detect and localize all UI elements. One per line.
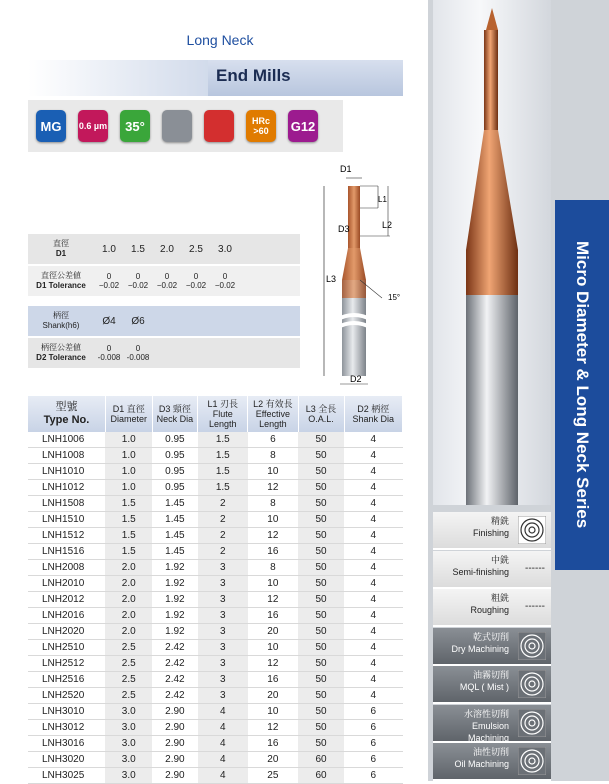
machining-item	[433, 743, 551, 781]
value-cell: 4	[344, 560, 402, 576]
double-circle-icon	[518, 670, 546, 698]
table-body	[28, 432, 403, 784]
double-circle-icon	[518, 709, 546, 737]
type-number-cell: LNH3025	[28, 768, 105, 784]
value-cell: 3	[198, 576, 248, 592]
column-header	[28, 396, 105, 432]
machining-item	[433, 628, 551, 666]
value-cell: 50	[298, 688, 344, 704]
value-cell: 50	[298, 704, 344, 720]
header-en: O.A.L.	[308, 414, 334, 424]
value-cell: 12	[248, 480, 298, 496]
type-number-cell: LNH1012	[28, 480, 105, 496]
value-cell: 4	[344, 656, 402, 672]
value-cell: 8	[248, 448, 298, 464]
value-cell: 2.90	[152, 768, 198, 784]
value-cell: 2.90	[152, 704, 198, 720]
column-header	[298, 396, 344, 432]
tol-upper: 0	[106, 272, 112, 281]
value-cell: 2.5	[105, 688, 152, 704]
machining-label-en: Finishing	[472, 528, 509, 538]
value-cell: 4	[344, 544, 402, 560]
value-cell: 4	[344, 464, 402, 480]
value-cell: 1.45	[152, 544, 198, 560]
machining-label	[454, 746, 509, 770]
spec-label-shank: 柄徑 Shank(h6)	[42, 311, 80, 330]
type-number-cell: LNH1508	[28, 496, 105, 512]
value-cell: 2.0	[105, 608, 152, 624]
d1vals-cell: 2.5	[189, 243, 203, 255]
type-number-cell: LNH3016	[28, 736, 105, 752]
value-cell: 2.42	[152, 640, 198, 656]
header-en: Flute Length	[209, 409, 237, 429]
value-cell: 2.5	[105, 672, 152, 688]
value-cell: 10	[248, 512, 298, 528]
value-cell: 2	[198, 512, 248, 528]
table-row	[28, 544, 403, 560]
value-cell: 3.0	[105, 768, 152, 784]
column-header	[152, 396, 198, 432]
value-cell: 4	[344, 512, 402, 528]
table-row	[28, 592, 403, 608]
value-cell: 3	[198, 688, 248, 704]
value-cell: 1.5	[105, 496, 152, 512]
machining-label	[451, 631, 509, 655]
not-applicable-mark: ------	[525, 562, 545, 574]
product-table	[28, 396, 403, 784]
value-cell: 16	[248, 736, 298, 752]
header-en: Shank Dia	[352, 414, 395, 424]
value-cell: 1.5	[105, 544, 152, 560]
value-cell: 4	[344, 496, 402, 512]
type-number-cell: LNH2510	[28, 640, 105, 656]
micron-icon: 0.6 µm	[78, 110, 108, 142]
type-number-cell: LNH2016	[28, 608, 105, 624]
machining-item	[433, 589, 551, 627]
value-cell: 1.45	[152, 528, 198, 544]
machining-label-zh: 精銑	[490, 516, 509, 526]
value-cell: 1.0	[105, 432, 152, 448]
column-header	[248, 396, 298, 432]
tool-dimension-diagram	[318, 158, 418, 390]
value-cell: 50	[298, 608, 344, 624]
title-bar-highlight	[28, 60, 208, 96]
value-cell: 0.95	[152, 432, 198, 448]
double-circle-icon	[518, 632, 546, 660]
spec-label-d2-tol: 柄徑公差値 D2 Tolerance	[36, 343, 86, 362]
value-cell: 1.92	[152, 560, 198, 576]
value-cell: 3.0	[105, 752, 152, 768]
value-cell: 4	[344, 592, 402, 608]
value-cell: 2.42	[152, 656, 198, 672]
table-row	[28, 752, 403, 768]
machining-label-zh: 中銑	[490, 554, 509, 565]
value-cell: 4	[198, 720, 248, 736]
d1vals-cell: 3.0	[218, 243, 232, 255]
spec-label-d1: 直徑 D1	[53, 239, 69, 258]
l1-label: L1	[378, 195, 387, 204]
tol-lower: −0.02	[185, 281, 207, 290]
machining-label	[452, 554, 509, 578]
value-cell: 50	[298, 464, 344, 480]
machining-label-zh: 油性切削	[472, 747, 509, 757]
table-row	[28, 448, 403, 464]
type-number-cell: LNH2520	[28, 688, 105, 704]
table-row	[28, 496, 403, 512]
machining-item	[433, 666, 551, 704]
spec-row-d2-tol	[28, 338, 300, 368]
table-row	[28, 624, 403, 640]
machining-item	[433, 705, 551, 743]
machining-label-en: Oil Machining	[454, 759, 509, 769]
header-zh: D1 直徑	[112, 404, 145, 414]
d1tolvals-cell	[125, 266, 151, 296]
tol-lower: −0.02	[214, 281, 236, 290]
value-cell: 25	[248, 768, 298, 784]
value-cell: 1.92	[152, 592, 198, 608]
value-cell: 20	[248, 624, 298, 640]
machining-label-zh: 油霧切削	[472, 670, 509, 680]
table-row	[28, 768, 403, 784]
value-cell: 3	[198, 608, 248, 624]
value-cell: 60	[298, 768, 344, 784]
d2-label: D2	[350, 374, 362, 384]
header-zh: 型號	[55, 401, 78, 413]
helix-35-icon: 35°	[120, 110, 150, 142]
machining-label	[473, 515, 509, 539]
value-cell: 1.5	[198, 432, 248, 448]
hrc-icon: HRc >60	[246, 110, 276, 142]
column-header	[198, 396, 248, 432]
type-number-cell: LNH2516	[28, 672, 105, 688]
value-cell: 2.42	[152, 672, 198, 688]
machining-label	[470, 592, 509, 616]
series-title: Micro Diameter & Long Neck Series	[573, 241, 592, 529]
tol-upper: 0	[193, 272, 199, 281]
value-cell: 4	[344, 624, 402, 640]
column-header	[105, 396, 152, 432]
d1-label: D1	[340, 164, 352, 174]
type-number-cell: LNH2020	[28, 624, 105, 640]
value-cell: 50	[298, 432, 344, 448]
value-cell: 12	[248, 720, 298, 736]
value-cell: 10	[248, 640, 298, 656]
value-cell: 3.0	[105, 704, 152, 720]
double-circle-icon	[518, 747, 546, 775]
value-cell: 3	[198, 672, 248, 688]
value-cell: 16	[248, 608, 298, 624]
value-cell: 1.0	[105, 448, 152, 464]
d2tolvals-cell	[125, 338, 151, 368]
value-cell: 50	[298, 720, 344, 736]
value-cell: 12	[248, 528, 298, 544]
type-number-cell: LNH1006	[28, 432, 105, 448]
value-cell: 6	[344, 752, 402, 768]
value-cell: 4	[344, 672, 402, 688]
header-zh: L1 刃長	[207, 399, 239, 409]
machining-label	[433, 708, 509, 744]
d1vals-cell: 2.0	[160, 243, 174, 255]
value-cell: 50	[298, 672, 344, 688]
type-number-cell: LNH3010	[28, 704, 105, 720]
value-cell: 12	[248, 592, 298, 608]
value-cell: 50	[298, 512, 344, 528]
machining-item	[433, 512, 551, 550]
machining-label-zh: 粗銑	[490, 593, 509, 603]
value-cell: 4	[198, 752, 248, 768]
type-number-cell: LNH1510	[28, 512, 105, 528]
value-cell: 2.0	[105, 592, 152, 608]
d1tolvals-cell	[154, 266, 180, 296]
value-cell: 50	[298, 560, 344, 576]
d1tolvals-cell	[183, 266, 209, 296]
value-cell: 1.0	[105, 464, 152, 480]
table-row	[28, 672, 403, 688]
header-zh: D3 頸徑	[158, 404, 191, 414]
d2tolvals-cell	[96, 338, 122, 368]
spec-row-shank	[28, 306, 300, 336]
machining-item	[433, 551, 551, 589]
machining-label-en: Roughing	[470, 605, 509, 615]
type-number-cell: LNH1516	[28, 544, 105, 560]
machining-label-en: Emulsion Machining	[467, 720, 509, 743]
machining-label-zh: 水溶性切削	[463, 708, 509, 719]
mg-icon: MG	[36, 110, 66, 142]
double-circle-icon	[518, 516, 546, 544]
value-cell: 2.5	[105, 656, 152, 672]
subtitle: Long Neck	[186, 32, 254, 48]
l2-label: L2	[382, 220, 393, 230]
value-cell: 50	[298, 640, 344, 656]
value-cell: 0.95	[152, 448, 198, 464]
table-row	[28, 656, 403, 672]
value-cell: 1.45	[152, 512, 198, 528]
type-number-cell: LNH1512	[28, 528, 105, 544]
value-cell: 50	[298, 576, 344, 592]
value-cell: 0.95	[152, 480, 198, 496]
type-number-cell: LNH3012	[28, 720, 105, 736]
header-en: Diameter	[110, 414, 147, 424]
value-cell: 4	[198, 768, 248, 784]
table-row	[28, 528, 403, 544]
value-cell: 1.5	[105, 512, 152, 528]
value-cell: 0.95	[152, 464, 198, 480]
angle-label: 15°	[388, 293, 401, 302]
tol-upper: 0	[135, 344, 141, 353]
value-cell: 2.0	[105, 560, 152, 576]
header-en: Type No.	[43, 414, 90, 426]
l3-label: L3	[326, 274, 337, 284]
type-number-cell: LNH1008	[28, 448, 105, 464]
value-cell: 1.5	[105, 528, 152, 544]
d1tolvals-cell	[212, 266, 238, 296]
value-cell: 4	[344, 480, 402, 496]
shankvals-cell: Ø4	[102, 315, 116, 327]
value-cell: 12	[248, 656, 298, 672]
value-cell: 4	[344, 528, 402, 544]
value-cell: 6	[344, 704, 402, 720]
d3-label: D3	[338, 224, 350, 234]
value-cell: 4	[344, 576, 402, 592]
value-cell: 50	[298, 624, 344, 640]
header-zh: L3 全長	[305, 404, 337, 414]
d1vals-cell: 1.0	[102, 243, 116, 255]
value-cell: 50	[298, 544, 344, 560]
table-row	[28, 640, 403, 656]
value-cell: 2	[198, 496, 248, 512]
header-zh: D2 柄徑	[357, 404, 390, 414]
value-cell: 4	[344, 608, 402, 624]
value-cell: 1.5	[198, 464, 248, 480]
header-en: Neck Dia	[156, 414, 194, 424]
table-row	[28, 608, 403, 624]
value-cell: 2	[198, 544, 248, 560]
machining-label-en: MQL ( Mist )	[459, 682, 509, 692]
value-cell: 16	[248, 672, 298, 688]
value-cell: 50	[298, 496, 344, 512]
value-cell: 50	[298, 656, 344, 672]
table-row	[28, 560, 403, 576]
value-cell: 3	[198, 640, 248, 656]
value-cell: 1.45	[152, 496, 198, 512]
spec-label-d1-tol: 直徑公差値 D1 Tolerance	[36, 271, 86, 290]
not-applicable-mark: ------	[525, 601, 545, 612]
value-cell: 1.92	[152, 576, 198, 592]
tol-lower: −0.02	[98, 281, 120, 290]
value-cell: 4	[344, 640, 402, 656]
machining-label	[460, 669, 509, 693]
value-cell: 60	[298, 752, 344, 768]
value-cell: 4	[344, 448, 402, 464]
value-cell: 3.0	[105, 720, 152, 736]
value-cell: 1.92	[152, 608, 198, 624]
type-number-cell: LNH2512	[28, 656, 105, 672]
table-row	[28, 480, 403, 496]
table-header-row	[28, 396, 403, 432]
table-row	[28, 464, 403, 480]
tol-lower: -0.008	[97, 353, 121, 362]
value-cell: 50	[298, 448, 344, 464]
value-cell: 2.0	[105, 624, 152, 640]
value-cell: 4	[344, 688, 402, 704]
type-number-cell: LNH2010	[28, 576, 105, 592]
spec-row-d1	[28, 234, 300, 264]
value-cell: 50	[298, 736, 344, 752]
value-cell: 3	[198, 560, 248, 576]
tol-lower: −0.02	[127, 281, 149, 290]
header-en: Effective Length	[255, 409, 291, 429]
value-cell: 10	[248, 704, 298, 720]
type-number-cell: LNH2008	[28, 560, 105, 576]
tol-upper: 0	[222, 272, 228, 281]
value-cell: 3	[198, 656, 248, 672]
value-cell: 50	[298, 480, 344, 496]
value-cell: 2.90	[152, 752, 198, 768]
value-cell: 3.0	[105, 736, 152, 752]
g12-icon: G12	[288, 110, 318, 142]
table-row	[28, 688, 403, 704]
table-row	[28, 576, 403, 592]
machining-label-en: Dry Machining	[451, 643, 509, 654]
machining-label-zh: 乾式切削	[472, 631, 509, 642]
table-row	[28, 704, 403, 720]
value-cell: 50	[298, 528, 344, 544]
end-mill-photo	[440, 0, 544, 505]
table-row	[28, 432, 403, 448]
value-cell: 8	[248, 560, 298, 576]
type-number-cell: LNH1010	[28, 464, 105, 480]
value-cell: 10	[248, 464, 298, 480]
table-row	[28, 736, 403, 752]
value-cell: 10	[248, 576, 298, 592]
value-cell: 2	[198, 528, 248, 544]
value-cell: 6	[344, 720, 402, 736]
type-number-cell: LNH2012	[28, 592, 105, 608]
d1vals-cell: 1.5	[131, 243, 145, 255]
d1tolvals-cell	[96, 266, 122, 296]
value-cell: 20	[248, 688, 298, 704]
page-title: End Mills	[216, 66, 291, 85]
value-cell: 50	[298, 592, 344, 608]
value-cell: 4	[344, 432, 402, 448]
value-cell: 8	[248, 496, 298, 512]
shankvals-cell: Ø6	[131, 315, 145, 327]
table-row	[28, 720, 403, 736]
value-cell: 20	[248, 752, 298, 768]
value-cell: 1.5	[198, 480, 248, 496]
value-cell: 2.90	[152, 736, 198, 752]
machining-label-en: Semi-finishing	[452, 566, 509, 577]
value-cell: 2.5	[105, 640, 152, 656]
header-zh: L2 有效長	[253, 399, 293, 409]
tol-lower: −0.02	[156, 281, 178, 290]
value-cell: 6	[344, 736, 402, 752]
value-cell: 16	[248, 544, 298, 560]
value-cell: 6	[248, 432, 298, 448]
tol-lower: -0.008	[126, 353, 150, 362]
value-cell: 1.92	[152, 624, 198, 640]
tol-upper: 0	[135, 272, 141, 281]
tol-upper: 0	[106, 344, 112, 353]
value-cell: 1.5	[198, 448, 248, 464]
table-row	[28, 512, 403, 528]
value-cell: 4	[198, 704, 248, 720]
value-cell: 1.0	[105, 480, 152, 496]
square-end-icon	[162, 110, 192, 142]
spec-row-d1-tol	[28, 266, 300, 296]
value-cell: 2.0	[105, 576, 152, 592]
coolant-icon	[204, 110, 234, 142]
value-cell: 2.90	[152, 720, 198, 736]
value-cell: 2.42	[152, 688, 198, 704]
value-cell: 6	[344, 768, 402, 784]
column-header	[344, 396, 402, 432]
value-cell: 3	[198, 624, 248, 640]
value-cell: 3	[198, 592, 248, 608]
type-number-cell: LNH3020	[28, 752, 105, 768]
value-cell: 4	[198, 736, 248, 752]
tol-upper: 0	[164, 272, 170, 281]
